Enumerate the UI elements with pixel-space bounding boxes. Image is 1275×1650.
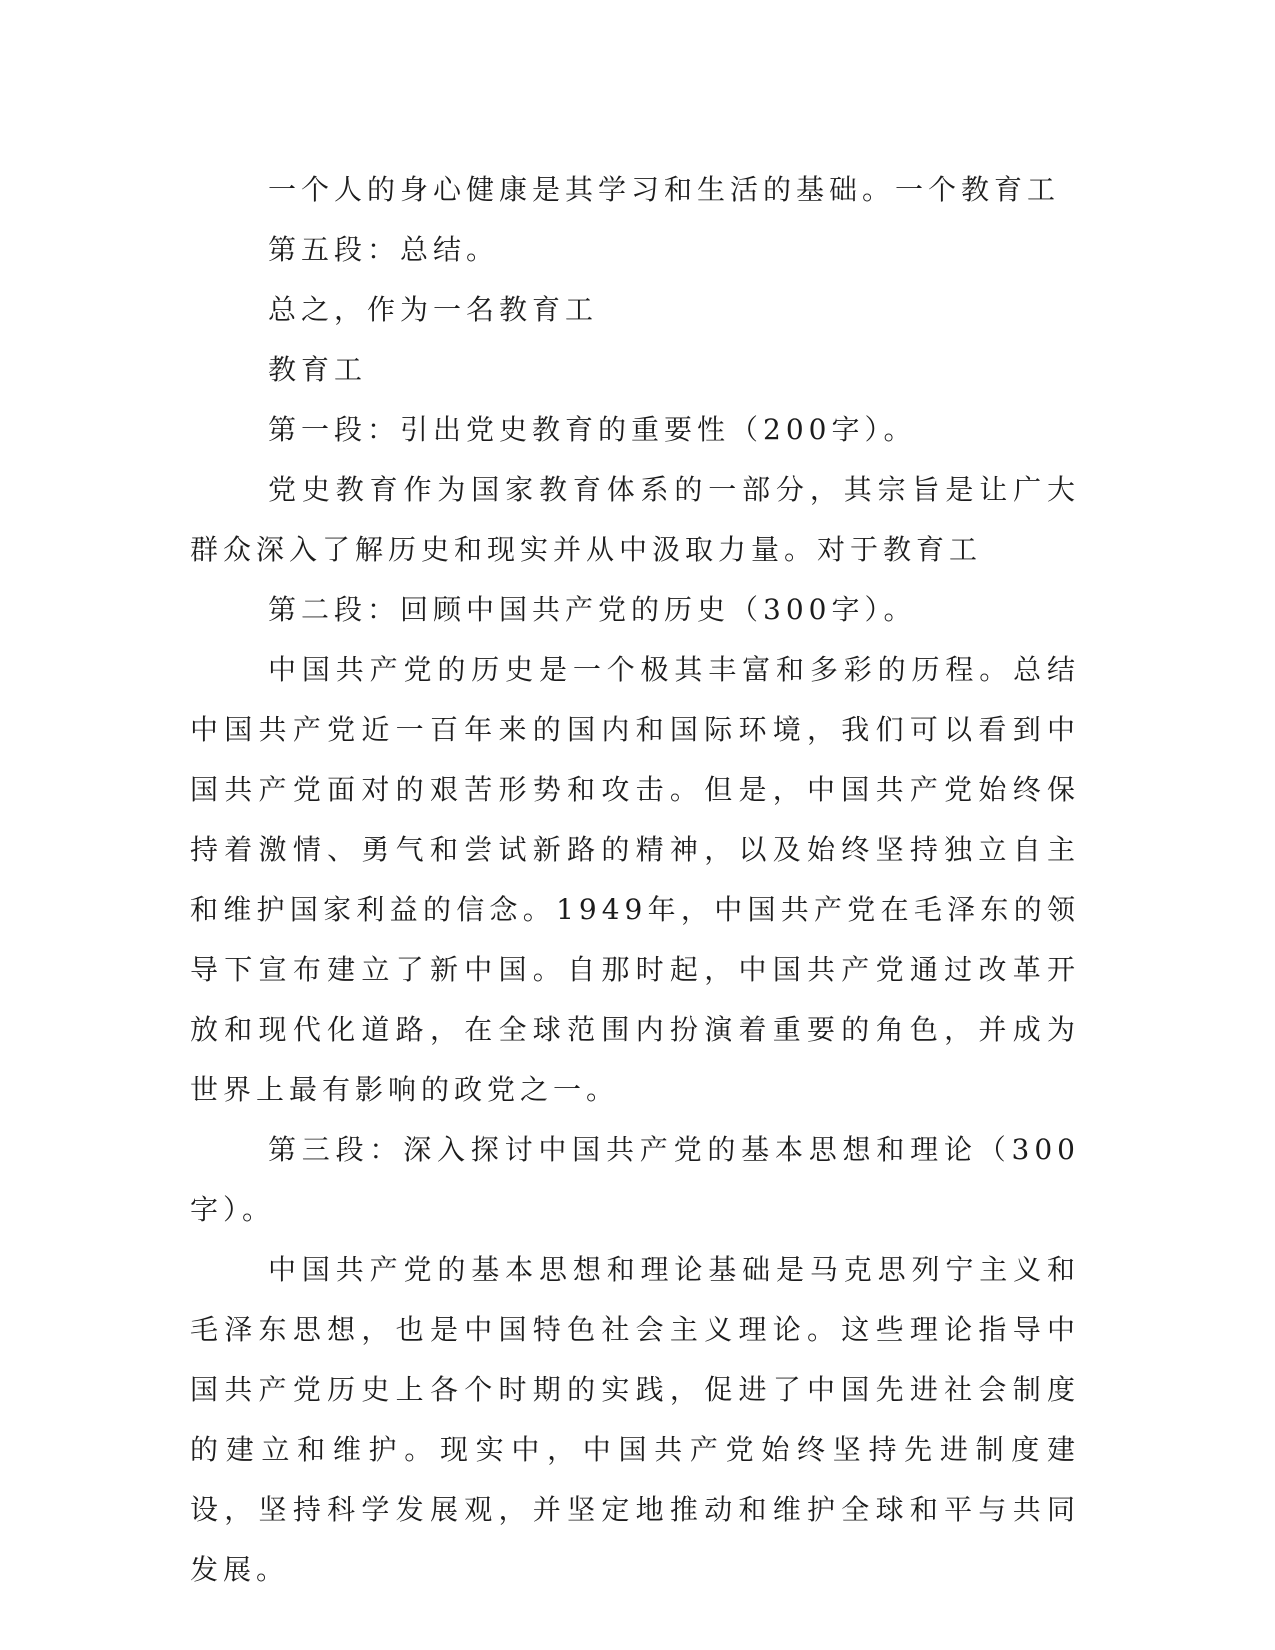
section-heading-3: 第三段：深入探讨中国共产党的基本思想和理论（300字）。 — [190, 1133, 1080, 1226]
paragraph-party-history: 中国共产党的历史是一个极其丰富和多彩的历程。总结中国共产党近一百年来的国内和国际环境，我们可以看到中国共产党面对的艰苦形势和攻击。但是，中国共产党始终保持着激情、勇气和尝试新路的精神，以及始终坚持独立自主和维护国家利益的信念。1949年，中国共产党在毛泽东的领导下宣布建立了新中国。自那时起，中国共产党通过改革开放和现代化道路，在全球范围内扮演着重要的角色，并成为世界上最有影响的政党之一。 — [190, 653, 1080, 1106]
paragraph-fragment: 教育工 — [268, 353, 368, 386]
paragraph-health: 一个人的身心健康是其学习和生活的基础。一个教育工 — [268, 173, 1061, 206]
document-body — [190, 160, 1080, 1600]
section-heading-1: 第一段：引出党史教育的重要性（200字）。 — [268, 413, 917, 446]
paragraph-party-history-education: 党史教育作为国家教育体系的一部分，其宗旨是让广大群众深入了解历史和现实并从中汲取力量。对于教育工 — [190, 473, 1080, 566]
section-heading-2: 第二段：回顾中国共产党的历史（300字）。 — [268, 593, 917, 626]
paragraph-summary: 总之，作为一名教育工 — [268, 293, 599, 326]
section-heading-5: 第五段：总结。 — [268, 233, 500, 266]
paragraph-party-theory: 中国共产党的基本思想和理论基础是马克思列宁主义和毛泽东思想，也是中国特色社会主义理论。这些理论指导中国共产党历史上各个时期的实践，促进了中国先进社会制度的建立和维护。现实中，中国共产党始终坚持先进制度建设，坚持科学发展观，并坚定地推动和维护全球和平与共同发展。 — [190, 1253, 1080, 1586]
